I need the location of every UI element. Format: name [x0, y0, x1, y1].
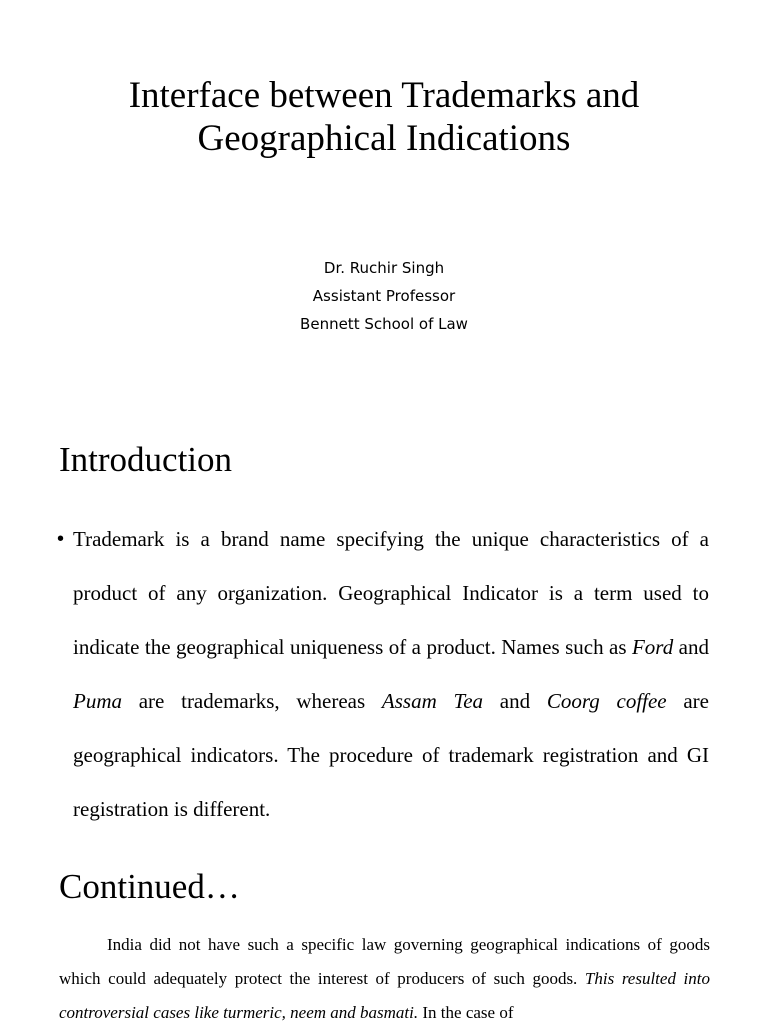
intro-assam-tea: Assam Tea — [381, 689, 484, 713]
intro-puma: Puma — [73, 689, 122, 713]
author-name: Dr. Ruchir Singh — [323, 259, 445, 277]
author-position: Assistant Professor — [312, 287, 456, 305]
continued-text-part2: In the case of — [418, 1003, 514, 1022]
intro-ford: Ford — [631, 635, 674, 659]
continued-heading: Continued… — [59, 867, 240, 906]
introduction-heading: Introduction — [59, 440, 233, 479]
continued-paragraph — [59, 928, 710, 1024]
title-line-1: Interface between Trademarks and — [128, 75, 640, 116]
bullet-icon: • — [57, 528, 65, 550]
introduction-text — [73, 512, 709, 836]
title-line-2: Geographical Indications — [197, 118, 571, 159]
intro-text-part2: are trademarks, whereas — [122, 689, 382, 713]
document-title — [0, 74, 768, 160]
intro-and-2: and — [483, 689, 547, 713]
intro-coorg-coffee: Coorg coffee — [546, 689, 667, 713]
continued-text-part1: India did not have such a specific law governing geographical indications of goods which could adequately protect the interest of producers of such goods. — [59, 935, 710, 988]
continued-text-italic: This resulted into controversial cases like turmeric, neem and basmati. — [59, 969, 710, 1022]
intro-and-1: and — [673, 635, 709, 659]
introduction-bullet — [57, 512, 709, 836]
author-block — [0, 254, 768, 338]
intro-text-part3: are geographical indicators. The procedure of trademark registration and GI registration is different. — [73, 689, 709, 821]
intro-text-part1: Trademark is a brand name specifying the unique characteristics of a product of any organization. Geographical Indicator is a term used to indicate the geographical uniqueness of a product. Names such as — [73, 527, 709, 659]
author-affiliation: Bennett School of Law — [300, 315, 468, 333]
